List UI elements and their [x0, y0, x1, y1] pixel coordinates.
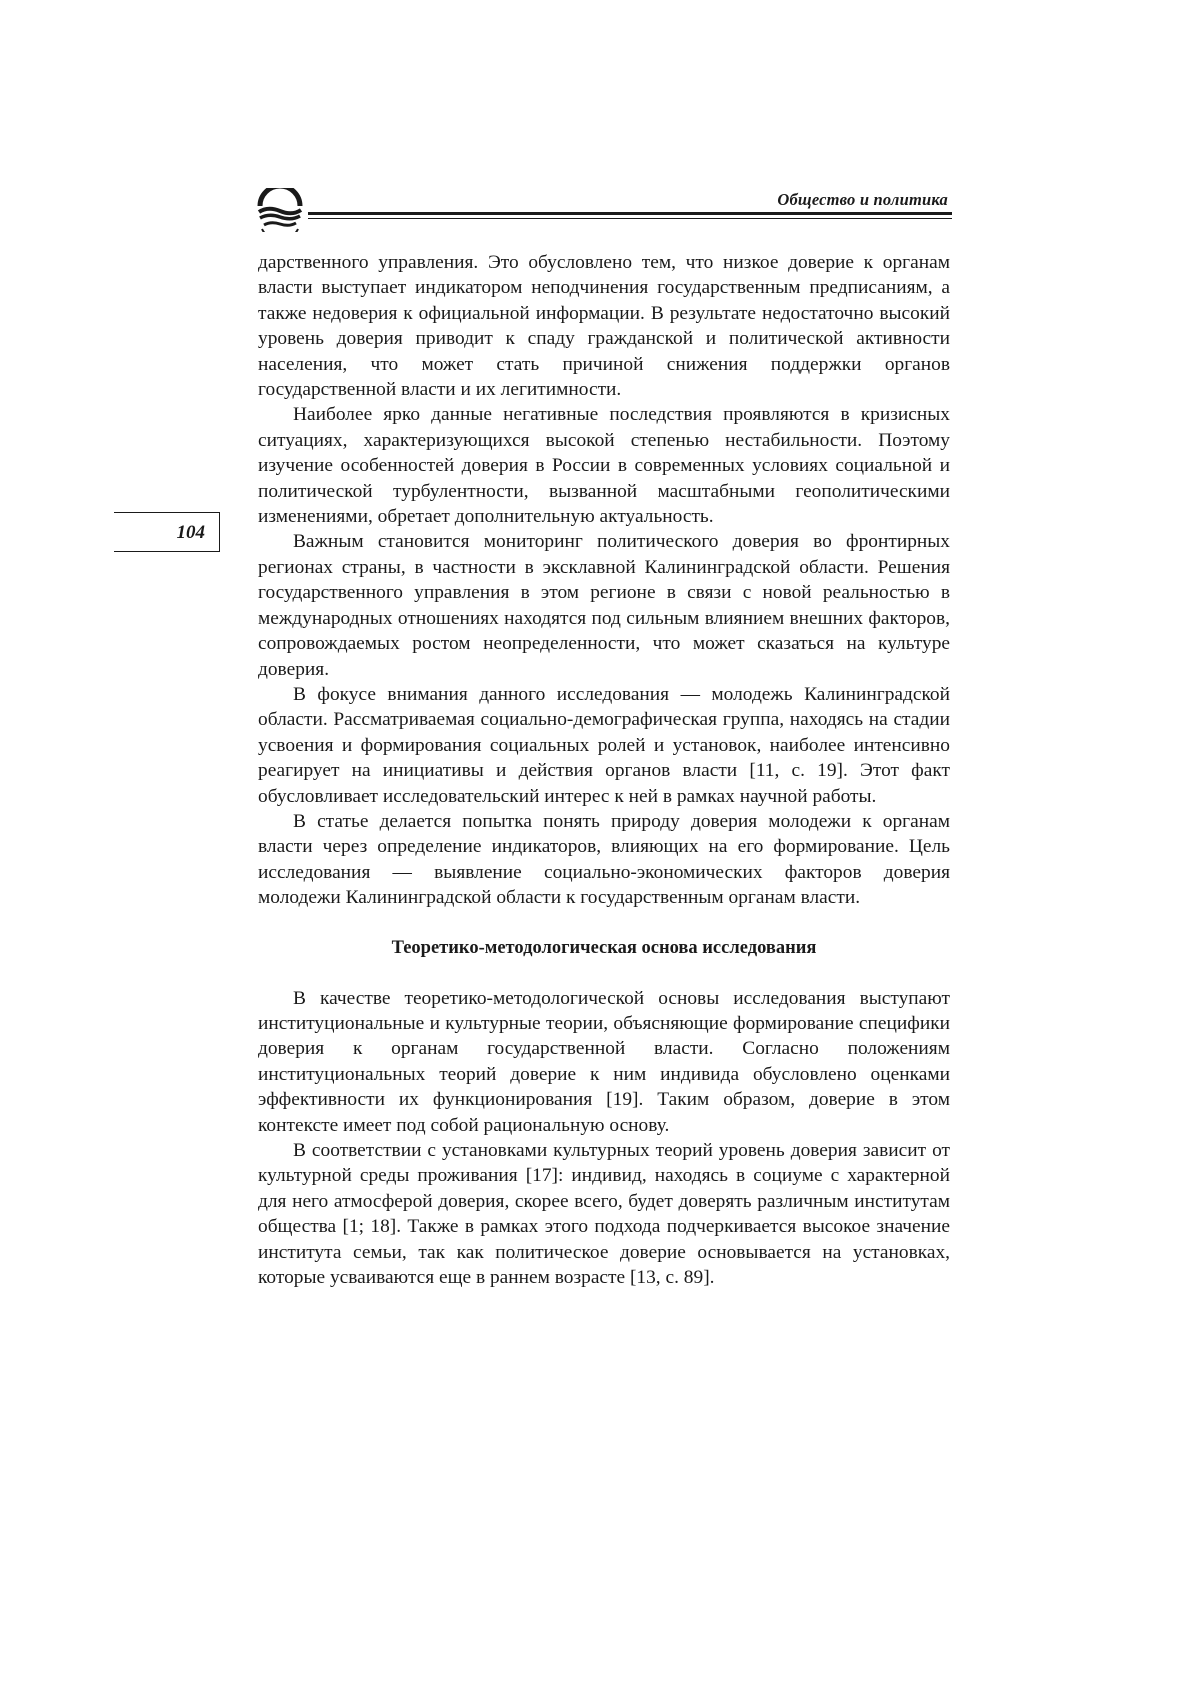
header-rule-thick	[308, 212, 952, 215]
page-number-box	[114, 512, 220, 552]
paragraph: В фокусе внимания данного исследования — молодежь Калининградской области. Рассматриваемая социально-демографическая группа, находясь на стадии усвоения и формирования социальных ролей и установок, наиболее интенсивно реагирует на инициативы и действия органов власти [11, с. 19]. Этот факт обусловливает исследовательский интерес к ней в рамках научной работы.	[258, 683, 950, 807]
paragraph: В статье делается попытка понять природу доверия молодежи к органам власти через определение индикаторов, влияющих на его формирование. Цель исследования — выявление социально-экономических факторов доверия молодежи Калининградской области к государственным органам власти.	[258, 810, 950, 909]
paragraph: дарственного управления. Это обусловлено тем, что низкое доверие к органам власти выступает индикатором неподчинения государственным предписаниям, а также недоверия к официальной информации. В результате недостаточно высокий уровень доверия приводит к спаду гражданской и политической активности населения, что может стать причиной снижения поддержки органов государственной власти и их легитимности.	[258, 252, 950, 401]
header-rule-thin	[308, 218, 952, 219]
paragraph: В качестве теоретико-методологической основы исследования выступают институциональные и культурные теории, объясняющие формирование специфики доверия к органам государственной власти. Согласно положениям институциональных теорий доверие к ним индивида обусловлено оценками эффективности их функционирования [19]. Таким образом, доверие в этом контексте имеет под собой рациональную основу.	[258, 987, 950, 1136]
section-running-title: Общество и политика	[777, 190, 948, 209]
article-body	[258, 250, 950, 1290]
paragraph: В соответствии с установками культурных теорий уровень доверия зависит от культурной среды проживания [17]: индивид, находясь в социуме с характерной для него атмосферой доверия, скорее всего, будет доверять различным институтам общества [1; 18]. Также в рамках этого подхода подчеркивается высокое значение института семьи, так как политическое доверие основывается на установках, которые усваиваются еще в раннем возрасте [13, с. 89].	[258, 1140, 950, 1289]
section-heading: Теоретико-методологическая основа исследования	[391, 937, 817, 958]
paragraph: Наиболее ярко данные негативные последствия проявляются в кризисных ситуациях, характеризующихся высокой степенью нестабильности. Поэтому изучение особенностей доверия в России в современных условиях социальной и политической турбулентности, вызванной масштабными геополитическими изменениями, обретает дополнительную актуальность.	[258, 404, 950, 528]
paragraph: Важным становится мониторинг политического доверия во фронтирных регионах страны, в частности в эксклавной Калининградской области. Решения государственного управления в этом регионе в связи с новой реальностью в международных отношениях находятся под сильным влиянием внешних факторов, сопровождаемых ростом неопределенности, что может сказаться на культуре доверия.	[258, 531, 950, 680]
page-number: 104	[176, 522, 205, 543]
journal-wave-logo-icon	[256, 188, 304, 232]
running-header	[256, 186, 952, 236]
